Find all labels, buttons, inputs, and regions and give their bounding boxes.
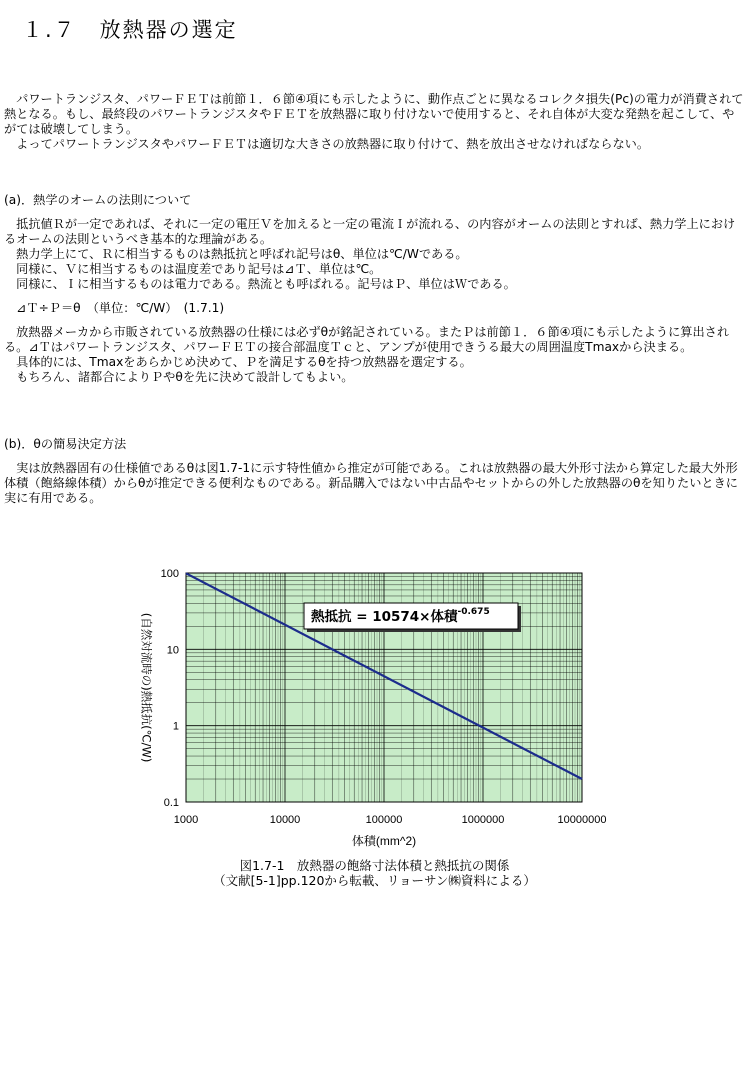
x-tick-label: 1000: [173, 814, 199, 826]
section-a-line-2: 熱力学上にて、Ｒに相当するものは熱抵抗と呼ばれ記号はθ、単位は℃/Wである。: [4, 247, 468, 261]
section-b-heading: (b)．θの簡易決定方法: [4, 437, 127, 451]
annotation-exponent: -0.675: [457, 607, 490, 617]
section-a-body-2: 具体的には、Tmaxをあらかじめ決めて、Ｐを満足するθを持つ放熱器を選定する。: [4, 355, 472, 369]
section-a-line-1: 抵抗値Ｒが一定であれば、それに一定の電圧Ｖを加えると一定の電流Ｉが流れる、の内容がオームの法則とすれば、熱力学上におけるオームの法則というべき基本的な理論がある。: [4, 217, 736, 246]
intro-text: [4, 92, 744, 152]
section-a-heading: (a)．熱学のオームの法則について: [4, 193, 192, 207]
caption-line-2: （文献[5-1]pp.120から転載、リョーサン㈱資料による）: [213, 873, 536, 888]
formula: ⊿Ｔ÷Ｐ＝θ （単位：℃/W） (1.7.1): [4, 301, 225, 315]
section-a-body-3: もちろん、諸都合によりＰやθを先に決めて設計してもよい。: [4, 370, 354, 384]
intro-paragraph-1: パワートランジスタ、パワーＦＥＴは前節１．６節④項にも示したように、動作点ごとに異なるコレクタ損失(Pc)の電力が消費されて熱となる。もし、最終段のパワートランジスタやＦＥＴを放熱器に取り付けないで使用すると、それ自体が大変な発熱を起こして、やがては破壊してしまう。: [4, 92, 744, 136]
section-a-body-1: 放熱器メーカから市販されている放熱器の仕様には必ずθが銘記されている。またＰは前節１．６節④項にも示したように算出される。⊿Ｔはパワートランジスタ、パワーＦＥＴの接合部温度Ｔｃと、アンプが使用できうる最大の周囲温度Tmaxから決まる。: [4, 325, 730, 354]
section-a: [4, 193, 744, 385]
x-tick-label: 100000: [365, 814, 403, 826]
section-b: [4, 437, 744, 506]
figure-caption: [0, 858, 749, 888]
section-b-body: 実は放熱器固有の仕様値であるθは図1.7-1に示す特性値から推定が可能である。これは放熱器の最大外形寸法から算定した最大外形体積（飽絡線体積）からθが推定できる便利なものである。新品購入ではない中古品やセットからの外した放熱器のθを知りたいときに実に有用である。: [4, 461, 738, 505]
x-tick-label: 10000: [269, 814, 301, 826]
thermal-resistance-chart: [130, 560, 620, 850]
y-tick-label: 1: [172, 720, 179, 733]
section-a-line-3: 同様に、Ｖに相当するものは温度差であり記号は⊿Ｔ、単位は℃。: [4, 262, 382, 276]
y-tick-label: 10: [166, 644, 179, 657]
y-axis-label: (自然対流時の)熱抵抗(℃/W): [139, 612, 154, 763]
section-a-line-4: 同様に、Ｉに相当するものは電力である。熱流とも呼ばれる。記号はＰ、単位はＷである。: [4, 277, 516, 291]
x-axis-label: 体積(mm^2): [351, 834, 417, 848]
x-tick-label: 1000000: [461, 814, 505, 826]
page-title: １.７ 放熱器の選定: [22, 18, 238, 42]
y-tick-label: 100: [160, 568, 179, 580]
annotation-prefix: 熱抵抗 = 10574×体積: [311, 609, 458, 625]
formula-annotation: [304, 603, 521, 632]
x-tick-label: 10000000: [557, 814, 607, 826]
intro-paragraph-2: よってパワートランジスタやパワーＦＥＴは適切な大きさの放熱器に取り付けて、熱を放出させなければならない。: [4, 137, 650, 151]
y-tick-label: 0.1: [163, 797, 179, 809]
caption-line-1: 図1.7-1 放熱器の飽絡寸法体積と熱抵抗の関係: [239, 858, 510, 873]
